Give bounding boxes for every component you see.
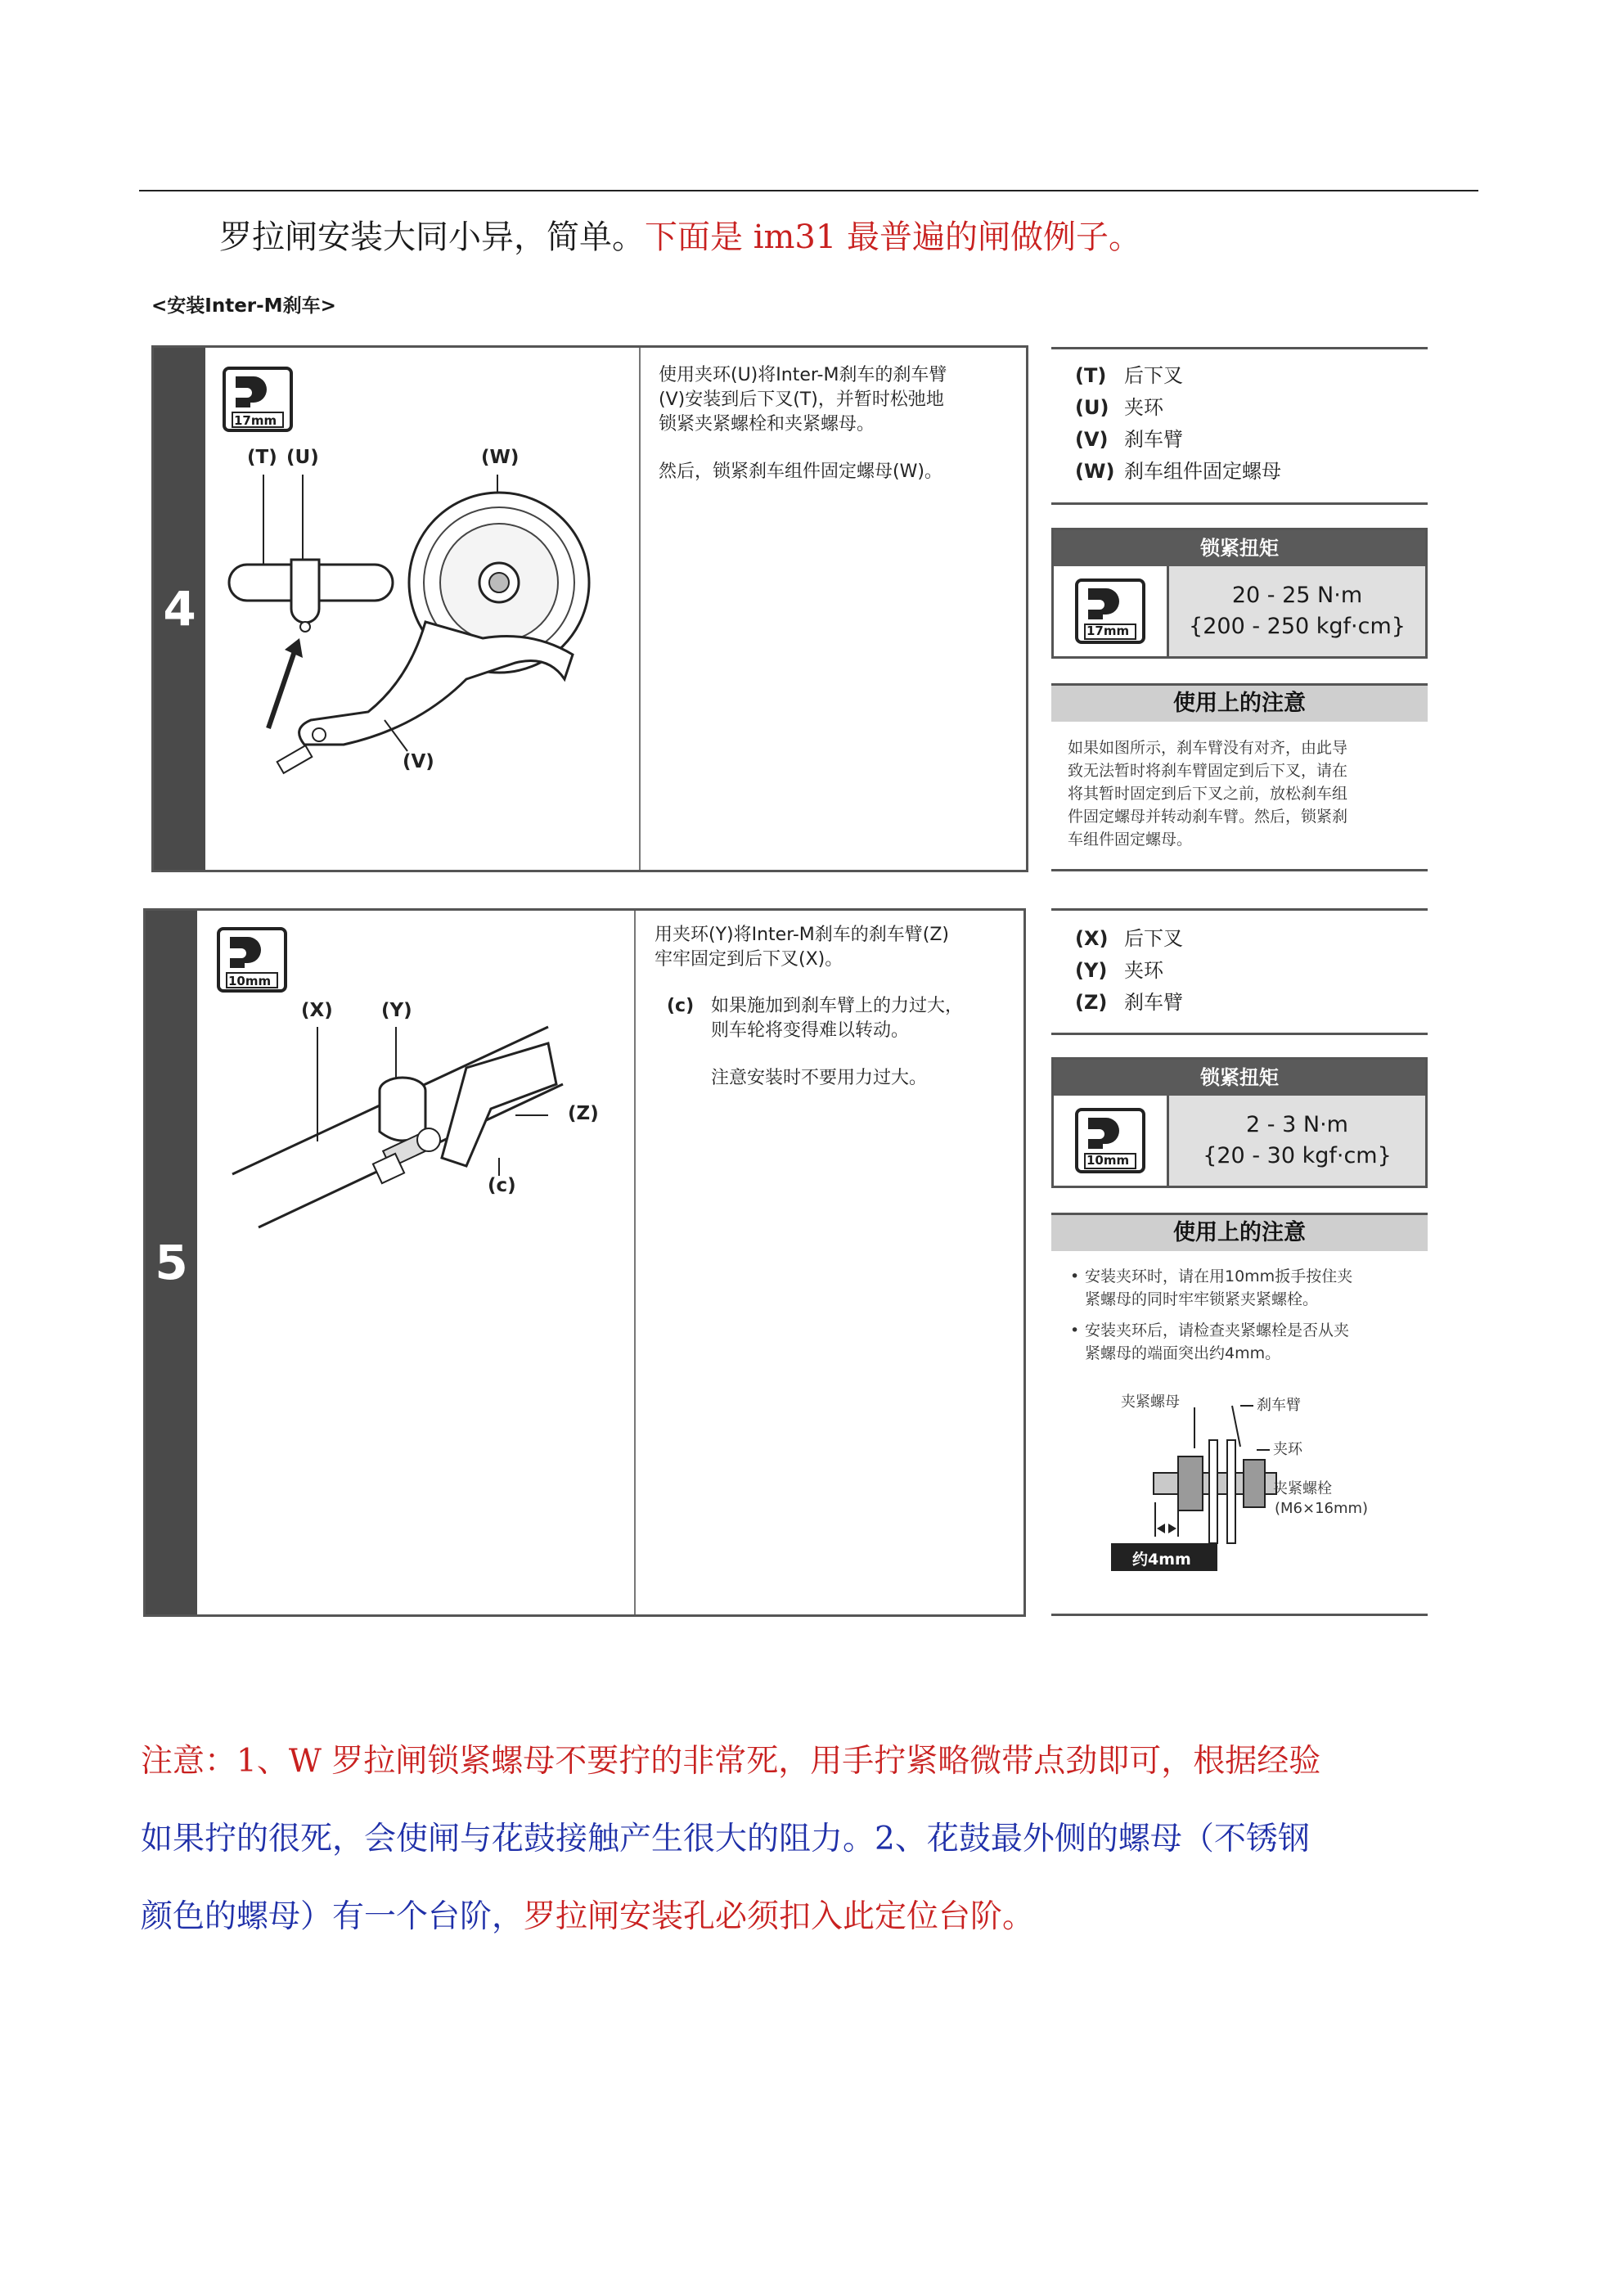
wrench-17mm-icon	[223, 367, 293, 432]
step5-caution-bullets	[1068, 1265, 1428, 1365]
label-bolt-spec: (M6×16mm)	[1275, 1500, 1369, 1517]
torque-value	[1169, 1096, 1425, 1186]
step4-instr-line2: (V)安装到后下叉(T)，并暂时松弛地	[659, 389, 944, 410]
step5-note-line: 如果施加到刹车臂上的力过大，	[711, 996, 964, 1016]
step4-brake-illustration	[221, 475, 630, 786]
intro-red: 下面是 im31 最普遍的闸做例子。	[645, 218, 1142, 256]
torque-header: 锁紧扭矩	[1054, 530, 1425, 566]
caution-line: 如果如图所示，刹车臂没有对齐，由此导	[1068, 739, 1348, 757]
step5-torque-table	[1051, 1057, 1428, 1188]
note-line2: 如果拧的很死，会使闸与花鼓接触产生很大的阻力。2、花鼓最外侧的螺母（不锈钢	[141, 1821, 1310, 1857]
bolt-diagram	[1096, 1391, 1424, 1596]
callout-y: (Y)	[381, 1000, 412, 1021]
legend-row: (T) 后下叉	[1075, 364, 1183, 387]
note-line3-red: 罗拉闸安装孔必须扣入此定位台阶。	[524, 1898, 1035, 1935]
label-ring: 夹环	[1273, 1441, 1302, 1458]
torque-header: 锁紧扭矩	[1054, 1060, 1425, 1096]
bottom-note	[141, 1722, 1491, 1956]
step4-legend	[1075, 360, 1427, 488]
legend-row: (V) 刹车臂	[1075, 428, 1183, 451]
callout-w: (W)	[481, 447, 520, 468]
legend-row: (W) 刹车组件固定螺母	[1075, 460, 1281, 483]
step4-legend-rule-top	[1051, 347, 1428, 349]
callout-t: (T)	[247, 447, 277, 468]
step4-caution-rule-bottom	[1051, 869, 1428, 871]
step5-note-key: (c)	[667, 996, 695, 1016]
label-arm: 刹车臂	[1257, 1397, 1301, 1414]
bullet-line: 紧螺母的端面突出约4mm。	[1085, 1344, 1281, 1362]
label-approx: 约4mm	[1132, 1551, 1191, 1569]
label-bolt: 夹紧螺栓	[1273, 1480, 1332, 1497]
step5-clamp-illustration	[221, 994, 565, 1240]
step4-legend-rule-bottom	[1051, 502, 1428, 505]
step4-instr-line3: 锁紧夹紧螺栓和夹紧螺母。	[659, 414, 875, 434]
note-line3	[141, 1878, 1491, 1956]
step4-instr-line1: 使用夹环(U)将Inter-M刹车的刹车臂	[659, 365, 947, 385]
step4-torque-table	[1051, 528, 1428, 659]
legend-row: (X) 后下叉	[1075, 927, 1183, 950]
torque-tool-cell	[1054, 566, 1169, 656]
step4-number: 4	[154, 348, 205, 870]
note-line3-blue: 颜色的螺母）有一个台阶，	[141, 1898, 524, 1935]
torque-line1: 20 - 25 N·m	[1231, 583, 1363, 608]
legend-row: (Y) 夹环	[1075, 959, 1163, 982]
bullet-line: 安装夹环后，请检查夹紧螺栓是否从夹	[1085, 1321, 1350, 1339]
step5-tool-label: 10mm	[228, 974, 272, 988]
step4-tool-label: 17mm	[234, 413, 277, 428]
torque-tool-label: 17mm	[1086, 624, 1130, 638]
caution-line: 车组件固定螺母。	[1068, 831, 1193, 849]
step5-divider	[634, 911, 636, 1614]
callout-u: (U)	[286, 447, 319, 468]
legend-row: (Z) 刹车臂	[1075, 991, 1183, 1014]
note-line1: 注意：1、W 罗拉闸锁紧螺母不要拧的非常死，用手拧紧略微带点劲即可，根据经验	[141, 1743, 1321, 1780]
torque-line2: {20 - 30 kgf·cm}	[1203, 1143, 1392, 1168]
top-rule	[139, 190, 1478, 191]
caution-line: 将其暂时固定到后下叉之前，放松刹车组	[1068, 785, 1348, 803]
step5-number: 5	[146, 911, 197, 1614]
label-nut: 夹紧螺母	[1121, 1393, 1180, 1411]
caution-bullet: • 安装夹环时，请在用10mm扳手按住夹 紧螺母的同时牢牢锁紧夹紧螺栓。	[1068, 1265, 1428, 1311]
step5-legend-rule-top	[1051, 908, 1428, 911]
torque-value	[1169, 566, 1425, 656]
torque-tool-label: 10mm	[1086, 1153, 1130, 1168]
intro-black: 罗拉闸安装大同小异，简单。	[219, 218, 645, 256]
step4-instruction	[659, 363, 1019, 484]
torque-line2: {200 - 250 kgf·cm}	[1189, 614, 1406, 639]
bullet-line: 紧螺母的同时牢牢锁紧夹紧螺栓。	[1085, 1290, 1319, 1308]
step5-caution-rule-bottom	[1051, 1614, 1428, 1616]
step5-caution-header: 使用上的注意	[1051, 1213, 1428, 1251]
step4-instr-line4: 然后，锁紧刹车组件固定螺母(W)。	[659, 461, 942, 482]
bullet-line: 安装夹环时，请在用10mm扳手按住夹	[1085, 1267, 1353, 1285]
step5-note	[667, 994, 1019, 1091]
torque-tool-cell	[1054, 1096, 1169, 1186]
step5-instr-line2: 牢牢固定到后下叉(X)。	[655, 949, 843, 970]
caution-line: 致无法暂时将刹车臂固定到后下叉，请在	[1068, 762, 1348, 780]
caution-bullet: • 安装夹环后，请检查夹紧螺栓是否从夹 紧螺母的端面突出约4mm。	[1068, 1319, 1428, 1365]
section-title: <安装Inter-M刹车>	[151, 295, 336, 317]
step5-legend-rule-bottom	[1051, 1033, 1428, 1035]
caution-line: 件固定螺母并转动刹车臂。然后，锁紧刹	[1068, 808, 1348, 826]
callout-c: (c)	[488, 1175, 516, 1196]
step4-caution-header: 使用上的注意	[1051, 683, 1428, 722]
step5-instruction	[655, 923, 1014, 972]
callout-x: (X)	[301, 1000, 333, 1021]
step5-note-line: 注意安装时不要用力过大。	[711, 1068, 928, 1088]
step4-divider	[639, 348, 641, 870]
callout-z: (Z)	[568, 1103, 599, 1124]
step5-note-line: 则车轮将变得难以转动。	[711, 1020, 910, 1041]
wrench-10mm-icon	[217, 927, 287, 993]
step5-instr-line1: 用夹环(Y)将Inter-M刹车的刹车臂(Z)	[655, 925, 949, 945]
legend-row: (U) 夹环	[1075, 396, 1163, 419]
step5-legend	[1075, 923, 1427, 1019]
callout-v: (V)	[403, 751, 434, 772]
step4-caution-text	[1068, 736, 1428, 851]
torque-line1: 2 - 3 N·m	[1246, 1112, 1348, 1137]
intro-line	[219, 211, 1141, 258]
